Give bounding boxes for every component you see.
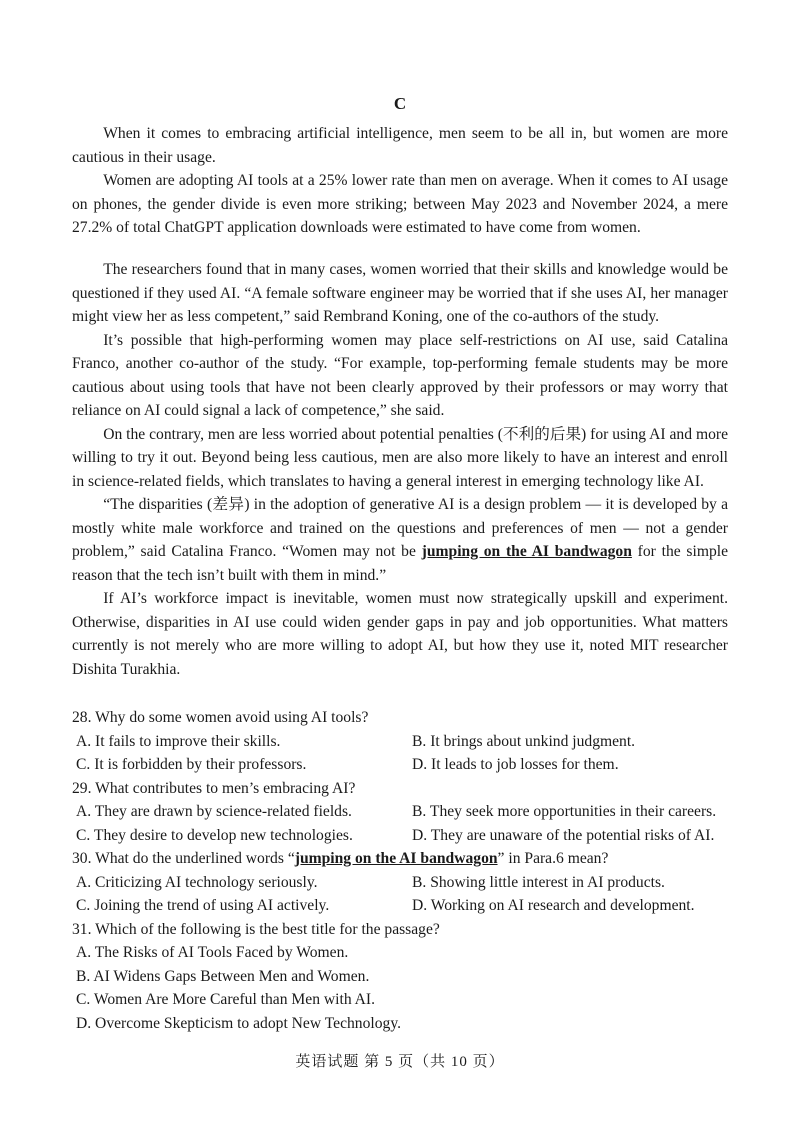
passage-body	[72, 258, 728, 681]
question-29-stem: 29. What contributes to men’s embracing AI?	[72, 779, 356, 797]
question-31-stem: 31. Which of the following is the best title for the passage?	[72, 920, 440, 938]
q29-option-d: D. They are unaware of the potential risks of AI.	[412, 826, 715, 844]
underlined-phrase: jumping on the AI bandwagon	[421, 543, 632, 560]
q31-option-b: B. AI Widens Gaps Between Men and Women.	[76, 967, 370, 985]
paragraph-2: Women are adopting AI tools at a 25% lower rate than men on average. When it comes to AI usage on phones, the gender divide is even more striking; between May 2023 and November 2024, a mere 27.2% of total ChatGPT application downloads were estimated to have come from women.	[72, 172, 728, 236]
q30-option-b: B. Showing little interest in AI products.	[412, 873, 665, 891]
q28-option-c: C. It is forbidden by their professors.	[76, 756, 307, 773]
q30-option-a: A. Criticizing AI technology seriously.	[76, 873, 318, 891]
q30-option-c: C. Joining the trend of using AI actively.	[76, 897, 330, 914]
q30-underlined-phrase: jumping on the AI bandwagon	[294, 850, 498, 867]
paragraph-6	[72, 493, 728, 587]
q28-option-a: A. It fails to improve their skills.	[76, 732, 281, 750]
paragraph-6-part-b: for the simple reason that the tech isn’t built with them in mind.”	[72, 543, 728, 584]
q29-option-a: A. They are drawn by science-related fields.	[76, 803, 352, 820]
paragraph-4: It’s possible that high-performing women may place self-restrictions on AI use, said Catalina Franco, another co-author of the study. “For example, top-performing female students may be more cautious about using tools that have not been clearly approved by their professors or may worry that reliance on AI could signal a lack of competence,” she said.	[72, 331, 728, 419]
paragraph-3: The researchers found that in many cases, women worried that their skills and knowledge would be questioned if they used AI. “A female software engineer may be worried that if she uses AI, her manager might view her as less competent,” said Rembrand Koning, one of the co-authors of the study.	[72, 261, 728, 325]
question-28-stem: 28. Why do some women avoid using AI tools?	[72, 709, 369, 726]
passage-intro	[72, 122, 728, 240]
paragraph-5: On the contrary, men are less worried about potential penalties (不利的后果) for using AI and more willing to try it out. Beyond being less cautious, men are also more likely to have an interest and enroll in science-related fields, which translates to having a general interest in emerging technology like AI.	[72, 425, 728, 490]
paragraph-1: When it comes to embracing artificial intelligence, men seem to be all in, but women are more cautious in their usage.	[72, 125, 728, 166]
q29-option-c: C. They desire to develop new technologies.	[76, 826, 353, 844]
section-title: C	[393, 94, 407, 113]
q29-option-b: B. They seek more opportunities in their careers.	[412, 803, 717, 820]
paragraph-7: If AI’s workforce impact is inevitable, women must now strategically upskill and experiment. Otherwise, disparities in AI use could widen gender gaps in pay and job opportunities. What matters currently is not merely who are more willing to adopt AI, but how they use it, noted MIT researcher Dishita Turakhia.	[72, 590, 728, 678]
q31-option-d: D. Overcome Skepticism to adopt New Technology.	[76, 1014, 402, 1032]
q30-option-d: D. Working on AI research and development.	[412, 897, 695, 914]
q30-stem-b: ” in Para.6 mean?	[497, 850, 609, 867]
page-footer: 英语试题 第 5 页（共 10 页）	[295, 1054, 505, 1070]
q31-option-a: A. The Risks of AI Tools Faced by Women.	[76, 944, 349, 961]
q28-option-b: B. It brings about unkind judgment.	[412, 732, 636, 750]
question-30-stem	[72, 847, 728, 871]
questions	[72, 706, 728, 1035]
q31-option-c: C. Women Are More Careful than Men with AI.	[76, 991, 376, 1008]
q28-option-d: D. It leads to job losses for them.	[412, 756, 619, 773]
paragraph-6-part-a: “The disparities (差异) in the adoption of generative AI is a design problem — it is developed by a mostly white male workforce and trained on the questions and preferences of men — not a gender problem,” said Catalina Franco. “Women may not be	[72, 496, 728, 560]
q30-stem-a: 30. What do the underlined words “	[72, 850, 295, 867]
